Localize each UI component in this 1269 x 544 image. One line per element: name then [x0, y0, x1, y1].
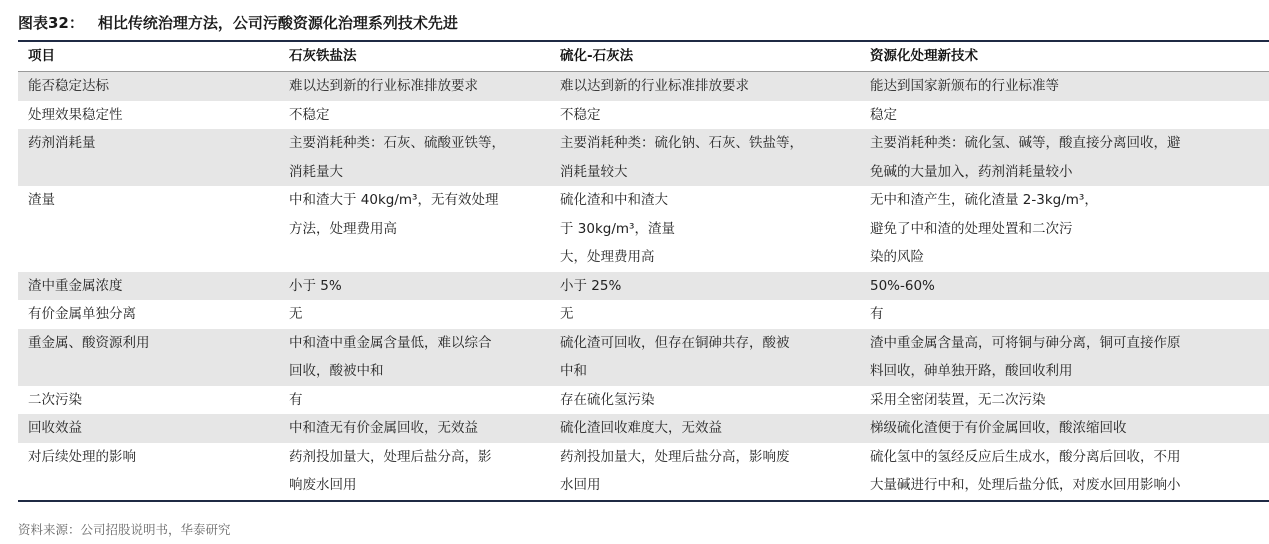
- table-row: [18, 72, 1269, 101]
- table-row: [18, 272, 1269, 301]
- table-cell: 主要消耗种类：硫化钠、石灰、铁盐等， 消耗量较大: [550, 129, 860, 186]
- header-lime-iron-salt: 石灰铁盐法: [279, 42, 550, 72]
- table-cell: 主要消耗种类：石灰、硫酸亚铁等， 消耗量大: [279, 129, 550, 186]
- table-cell: 有价金属单独分离: [28, 306, 136, 322]
- table-row: [18, 300, 1269, 329]
- table-header-row: [18, 42, 1269, 72]
- table-cell: 无: [289, 306, 303, 322]
- table-cell: 难以达到新的行业标准排放要求: [279, 72, 550, 101]
- figure-label: 图表32：: [18, 14, 84, 32]
- table-cell: 硫化氢中的氢经反应后生成水，酸分离后回收，不用 大量碱进行中和，处理后盐分低，对废水回用影响小: [870, 448, 1181, 493]
- table-cell: 硫化渣回收难度大，无效益: [550, 414, 860, 443]
- table-cell: 不稳定: [289, 106, 330, 123]
- table-cell: 硫化渣和中和渣大 于 30kg/m³，渣量 大，处理费用高: [560, 192, 675, 265]
- table-row: [18, 414, 1269, 443]
- source-note: 资料来源：公司招股说明书，华泰研究: [18, 522, 231, 537]
- table-cell: 采用全密闭装置，无二次污染: [870, 391, 1046, 408]
- table-row: [18, 329, 1269, 386]
- comparison-table-container: [18, 40, 1269, 502]
- table-row: [18, 186, 1269, 272]
- table-cell: 硫化渣可回收，但存在铜砷共存，酸被 中和: [550, 329, 860, 386]
- table-cell: 二次污染: [28, 391, 82, 408]
- table-cell: 50%-60%: [860, 272, 1269, 301]
- table-cell: 不稳定: [560, 106, 601, 123]
- table-cell: 回收效益: [18, 414, 279, 443]
- table-cell: 药剂投加量大，处理后盐分高，影响废 水回用: [560, 448, 790, 493]
- table-cell: 渣量: [28, 192, 55, 208]
- table-cell: 对后续处理的影响: [28, 448, 136, 465]
- comparison-table: [18, 42, 1269, 500]
- table-cell: 药剂投加量大，处理后盐分高，影 响废水回用: [289, 448, 492, 493]
- table-cell: 小于 25%: [550, 272, 860, 301]
- table-cell: 重金属、酸资源利用: [18, 329, 279, 386]
- table-cell: 有: [870, 306, 884, 322]
- table-cell: 有: [289, 391, 303, 408]
- header-resource-tech: 资源化处理新技术: [860, 42, 1269, 72]
- table-cell: 稳定: [870, 106, 897, 123]
- table-cell: 渣中重金属含量高，可将铜与砷分离，铜可直接作原 料回收，砷单独开路，酸回收利用: [860, 329, 1269, 386]
- figure-title: [18, 8, 458, 38]
- table-cell: 能否稳定达标: [18, 72, 279, 101]
- table-cell: 中和渣中重金属含量低，难以综合 回收，酸被中和: [279, 329, 550, 386]
- table-cell: 渣中重金属浓度: [18, 272, 279, 301]
- table-cell: 难以达到新的行业标准排放要求: [550, 72, 860, 101]
- table-cell: 无: [560, 306, 574, 322]
- header-sulfide-lime: 硫化-石灰法: [550, 42, 860, 72]
- table-row: [18, 386, 1269, 415]
- table-cell: 中和渣无有价金属回收，无效益: [279, 414, 550, 443]
- table-cell: 小于 5%: [279, 272, 550, 301]
- table-cell: 中和渣大于 40kg/m³，无有效处理 方法，处理费用高: [289, 192, 499, 237]
- table-cell: 能达到国家新颁布的行业标准等: [860, 72, 1269, 101]
- table-cell: 梯级硫化渣便于有价金属回收，酸浓缩回收: [860, 414, 1269, 443]
- table-row: [18, 443, 1269, 500]
- table-row: [18, 129, 1269, 186]
- table-cell: 无中和渣产生，硫化渣量 2-3kg/m³， 避免了中和渣的处理处置和二次污 染的风险: [870, 192, 1098, 265]
- table-cell: 处理效果稳定性: [28, 106, 123, 123]
- table-cell: 主要消耗种类：硫化氢、碱等，酸直接分离回收，避 免碱的大量加入，药剂消耗量较小: [860, 129, 1269, 186]
- table-cell: 存在硫化氢污染: [560, 391, 655, 408]
- figure-title-text: 相比传统治理方法，公司污酸资源化治理系列技术先进: [97, 14, 458, 32]
- table-row: [18, 101, 1269, 130]
- table-cell: 药剂消耗量: [18, 129, 279, 186]
- header-item: 项目: [18, 42, 279, 72]
